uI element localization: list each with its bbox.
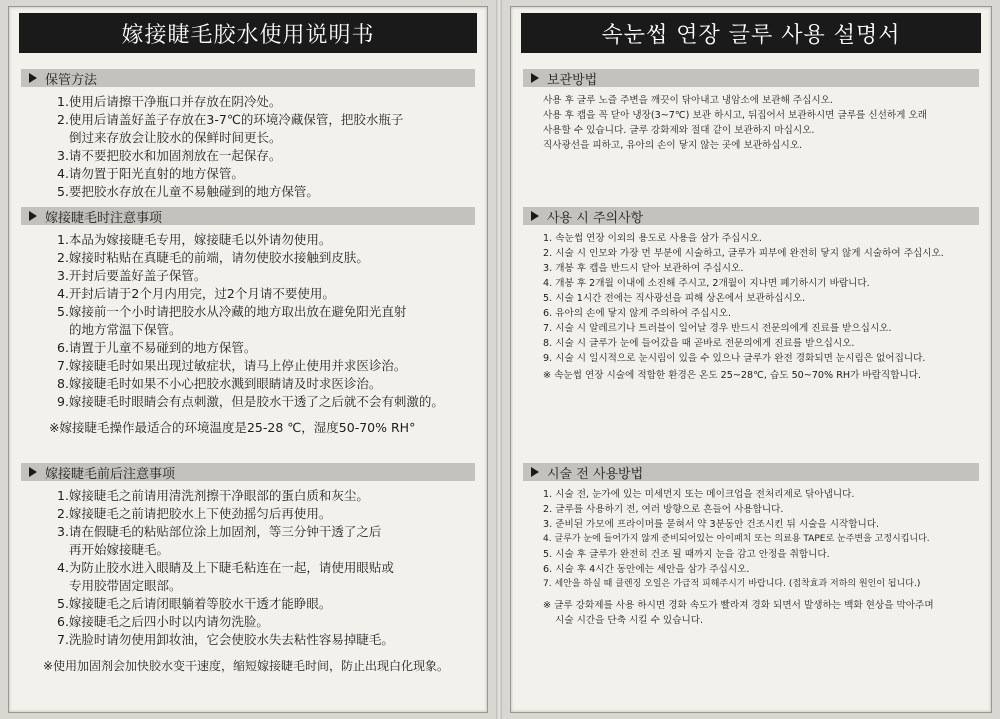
korean-title: 속눈썹 연장 글루 사용 설명서 (521, 13, 981, 53)
list-item: 2. 시술 시 인모와 가장 먼 부분에 시술하고, 글루가 피부에 완전히 닿지 않게 시술하여 주십시오. (543, 248, 944, 259)
list-item: 倒过来存放会让胶水的保鲜时间更长。 (69, 130, 282, 145)
list-item: 3.请不要把胶水和加固剂放在一起保存。 (57, 148, 282, 163)
primer-note: ※使用加固剂会加快胶水变干速度，缩短嫁接睫毛时间，防止出现白化现象。 (43, 659, 450, 673)
list-item: 6.请置于儿童不易碰到的地方保管。 (57, 340, 257, 355)
list-item: 7.嫁接睫毛时如果出现过敏症状，请马上停止使用并求医诊治。 (57, 358, 407, 373)
triangle-bullet-icon (29, 467, 37, 477)
list-item: 4.为防止胶水进入眼睛及上下睫毛粘连在一起，请使用眼贴或 (57, 560, 394, 575)
text-line: ※ 글루 강화제를 사용 하시면 경화 속도가 빨라져 경화 되면서 발생하는 백화 현상을 막아주며 (543, 600, 934, 611)
storage-section-kr (523, 69, 979, 153)
section-heading: 보관방법 (547, 72, 598, 88)
list-item: 2.嫁接时粘贴在真睫毛的前端，请勿使胶水接触到皮肤。 (57, 250, 369, 265)
page-fold (496, 0, 502, 719)
triangle-bullet-icon (531, 467, 539, 477)
precautions-list (21, 225, 475, 411)
precautions-section-cn (21, 207, 475, 437)
list-item: 5.嫁接睫毛之后请闭眼躺着等胶水干透才能睁眼。 (57, 596, 332, 611)
storage-list (21, 87, 475, 201)
storage-section-cn (21, 69, 475, 201)
list-item: 7. 시술 시 알레르기나 트러블이 일어날 경우 반드시 전문의에게 진료를 받으십시오. (543, 323, 892, 334)
storage-text (523, 87, 979, 153)
list-item: 9.嫁接睫毛时眼睛会有点刺激，但是胶水干透了之后就不会有刺激的。 (57, 394, 444, 409)
list-item: 2. 글루를 사용하기 전, 여러 방향으로 흔들어 사용합니다. (543, 504, 784, 515)
list-item: 1. 속눈썹 연장 이외의 용도로 사용을 삼가 주십시오. (543, 233, 762, 244)
triangle-bullet-icon (29, 73, 37, 83)
list-item: 4.请勿置于阳光直射的地方保管。 (57, 166, 244, 181)
chinese-title: 嫁接睫毛胶水使用说明书 (19, 13, 477, 53)
triangle-bullet-icon (531, 73, 539, 83)
text-line: 사용 후 글루 노즐 주변을 깨끗이 닦아내고 냉암소에 보관해 주십시오. (543, 95, 833, 106)
list-item: 8.嫁接睫毛时如果不小心把胶水溅到眼睛请及时求医诊治。 (57, 376, 382, 391)
chinese-instructions-panel (8, 6, 488, 713)
list-item: 4. 개봉 후 2개월 이내에 소진해 주시고, 2개월이 지나면 폐기하시기 바랍니다. (543, 278, 870, 289)
list-item: 专用胶带固定眼部。 (69, 578, 182, 593)
section-heading: 嫁接睫毛前后注意事项 (45, 466, 176, 482)
list-item: 5. 시술 후 글루가 완전히 건조 될 때까지 눈을 감고 안정을 취합니다. (543, 549, 830, 560)
text-line: 사용할 수 있습니다. 글루 강화제와 절대 같이 보관하지 마십시오. (543, 125, 815, 136)
precautions-section-kr (523, 207, 979, 383)
list-item: 5. 시술 1시간 전에는 직사광선을 피해 상온에서 보관하십시오. (543, 293, 806, 304)
list-item: 的地方常温下保管。 (69, 322, 182, 337)
korean-instructions-panel (510, 6, 992, 713)
section-heading: 保管方法 (45, 72, 98, 88)
list-item: 2.使用后请盖好盖子存放在3-7℃的环境冷藏保管，把胶水瓶子 (57, 112, 404, 127)
section-heading: 사용 시 주의사항 (547, 210, 644, 226)
triangle-bullet-icon (29, 211, 37, 221)
list-item: 1.嫁接睫毛之前请用清洗剂擦干净眼部的蛋白质和灰尘。 (57, 488, 369, 503)
list-item: 5.嫁接前一个小时请把胶水从冷藏的地方取出放在避免阳光直射 (57, 304, 407, 319)
list-item: 7.洗脸时请勿使用卸妆油，它会使胶水失去粘性容易掉睫毛。 (57, 632, 394, 647)
list-item: 1.使用后请擦干净瓶口并存放在阴冷处。 (57, 94, 282, 109)
before-after-section-cn (21, 463, 475, 675)
section-heading: 嫁接睫毛时注意事项 (45, 210, 163, 226)
text-line: 시술 시간을 단축 시킬 수 있습니다. (555, 615, 704, 626)
list-item: 1. 시술 전, 눈가에 있는 미세먼지 또는 메이크업을 전처리제로 닦아냅니다. (543, 489, 855, 500)
list-item: 4.开封后请于2个月内用完，过2个月请不要使用。 (57, 286, 335, 301)
list-item: 6. 유아의 손에 닿지 않게 주의하여 주십시오. (543, 308, 732, 319)
list-item: 3.请在假睫毛的粘贴部位涂上加固剂，等三分钟干透了之后 (57, 524, 382, 539)
list-item: 再开始嫁接睫毛。 (69, 542, 170, 557)
list-item: 5.要把胶水存放在儿童不易触碰到的地方保管。 (57, 184, 319, 199)
list-item: 3. 개봉 후 캡을 반드시 닫아 보관하여 주십시오. (543, 263, 744, 274)
precautions-list-kr (523, 225, 979, 366)
environment-note: ※嫁接睫毛操作最适合的环境温度是25-28 ℃，湿度50-70% RH° (49, 420, 416, 435)
triangle-bullet-icon (531, 211, 539, 221)
section-heading: 시술 전 사용방법 (547, 466, 644, 482)
list-item: 2.嫁接睫毛之前请把胶水上下使劲摇匀后再使用。 (57, 506, 332, 521)
hardener-note-kr (523, 598, 979, 628)
text-line: 사용 후 캡을 꼭 닫아 냉장(3~7℃) 보관 하시고, 뒤집어서 보관하시면 글루를 신선하게 오래 (543, 110, 927, 121)
list-item: 7. 세안을 하실 때 클렌징 오일은 가급적 피해주시기 바랍니다. (접착효과 저하의 원인이 됩니다.) (543, 579, 921, 589)
list-item: 8. 시술 시 글루가 눈에 들어갔을 때 곧바로 전문의에게 진료를 받으십시오. (543, 338, 855, 349)
before-use-list-kr (523, 481, 979, 592)
list-item: 6.嫁接睫毛之后四小时以内请勿洗脸。 (57, 614, 269, 629)
before-after-list (21, 481, 475, 649)
text-line: 직사광선을 피하고, 유아의 손이 닿지 않는 곳에 보관하십시오. (543, 140, 803, 151)
list-item: 6. 시술 후 4시간 동안에는 세안을 삼가 주십시오. (543, 564, 750, 575)
list-item: 3.开封后要盖好盖子保管。 (57, 268, 207, 283)
before-use-section-kr (523, 463, 979, 628)
list-item: 3. 준비된 가모에 프라이머를 묻혀서 약 3분동안 건조시킨 뒤 시술을 시작합니다. (543, 519, 880, 530)
list-item: 4. 글루가 눈에 들어가지 않게 준비되어있는 아이패치 또는 의료용 TAPE로 눈주변을 고정시킵니다. (543, 534, 930, 544)
list-item: 9. 시술 시 일시적으로 눈시림이 있을 수 있으나 글루가 완전 경화되면 눈시림은 없어집니다. (543, 353, 926, 364)
list-item: 1.本品为嫁接睫毛专用，嫁接睫毛以外请勿使用。 (57, 232, 332, 247)
environment-note-kr: ※ 속눈썹 연장 시술에 적합한 환경은 온도 25~28℃, 습도 50~70% RH가 바람직합니다. (543, 370, 922, 381)
